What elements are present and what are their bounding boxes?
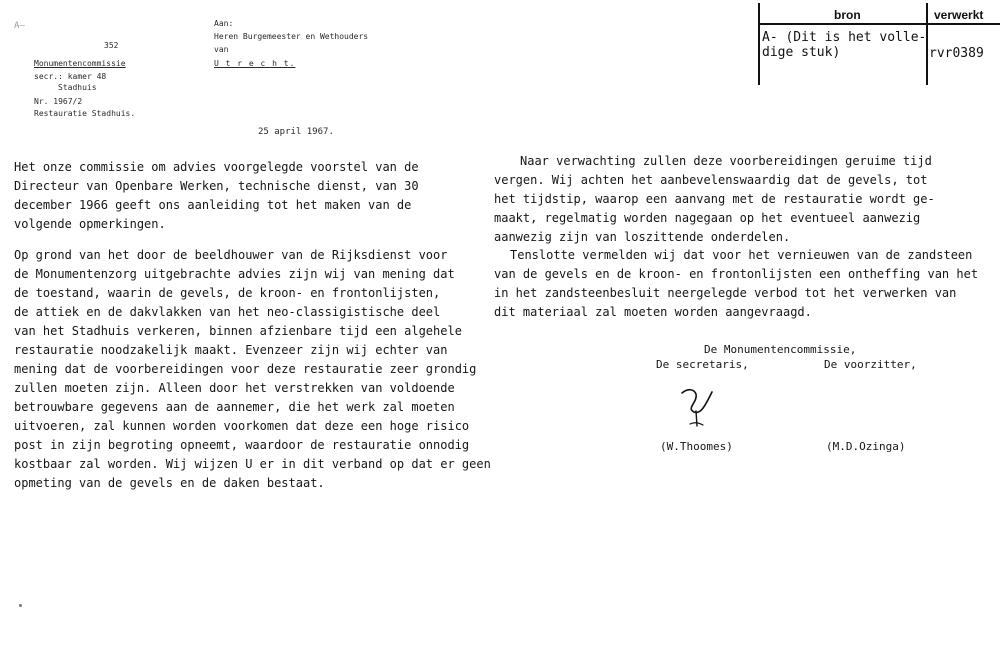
subject-line: Restauratie Stadhuis. (34, 109, 136, 118)
sender-building: Stadhuis (58, 83, 97, 92)
body-line: vergen. Wij achten het aanbevelenswaardig dat de gevels, tot (494, 173, 928, 187)
body-line: betrouwbare gegevens aan de aannemer, die het werk zal moeten (14, 400, 455, 414)
corner-mark: A— (14, 21, 25, 31)
body-line: mening dat de voorbereidingen voor deze restauratie zeer grondig (14, 362, 477, 376)
speck-mark (19, 604, 22, 607)
body-line: Directeur van Openbare Werken, technische dienst, van 30 (14, 179, 419, 193)
body-line: het tijdstip, waarop een aanvang met de restauratie wordt ge- (494, 192, 935, 206)
letter-number: 352 (104, 41, 119, 50)
body-line: kostbaar zal worden. Wij wijzen U er in dit verband op dat er geen (14, 457, 491, 471)
body-line: van de gevels en de kroon- en frontonlijsten een ontheffing van het (494, 267, 979, 281)
bron-line-2: dige stuk) (762, 45, 841, 60)
body-line: opmeting van de gevels en de daken bestaat. (14, 476, 325, 490)
addressee-name: Heren Burgemeester en Wethouders (214, 32, 369, 41)
sender-name: Monumentencommissie (34, 59, 126, 68)
archive-stamp (758, 3, 1000, 85)
addressee-city: U t r e c h t. (214, 59, 296, 68)
bron-header: bron (834, 8, 861, 22)
sender-room: secr.: kamer 48 (34, 72, 107, 81)
reference-number: Nr. 1967/2 (34, 97, 83, 106)
verwerkt-header: verwerkt (934, 8, 984, 22)
body-line: december 1966 geeft ons aanleiding tot het maken van de (14, 198, 412, 212)
addressee-label: Aan: (214, 19, 234, 28)
letter-date: 25 april 1967. (258, 127, 334, 137)
handwritten-signature (676, 384, 720, 430)
chair-name: (M.D.Ozinga) (826, 440, 906, 453)
secretary-name: (W.Thoomes) (660, 440, 733, 453)
addressee-van: van (214, 45, 229, 54)
body-line: post in zijn begroting opneemt, waardoor de restauratie onnodig (14, 438, 470, 452)
body-line: Naar verwachting zullen deze voorbereidingen geruime tijd (520, 154, 932, 168)
body-line: van het Stadhuis verkeren, binnen afzienbare tijd een algehele (14, 324, 462, 338)
body-line: maakt, regelmatig worden nagegaan op het eventueel aanwezig (494, 211, 921, 225)
body-line: Tenslotte vermelden wij dat voor het vernieuwen van de zandsteen (510, 248, 973, 262)
body-line: aanwezig zijn van loszittende onderdelen. (494, 230, 791, 244)
body-line: de toestand, waarin de gevels, de kroon- en frontonlijsten, (14, 286, 441, 300)
body-line: de attiek en de dakvlakken van het neo-classigistische deel (14, 305, 441, 319)
body-line: restauratie noodzakelijk maakt. Evenzeer zijn wij echter van (14, 343, 448, 357)
body-line: uitvoeren, zal kunnen worden voorkomen dat deze een hoge risico (14, 419, 470, 433)
secretary-title: De secretaris, (656, 358, 749, 371)
verwerkt-value: rvr0389 (929, 46, 984, 61)
body-line: dit materiaal zal moeten worden aangevraagd. (494, 305, 812, 319)
body-line: Op grond van het door de beeldhouwer van de Rijksdienst voor (14, 248, 448, 262)
body-line: Het onze commissie om advies voorgelegde voorstel van de (14, 160, 419, 174)
body-line: in het zandsteenbesluit neergelegde verbod tot het verwerken van (494, 286, 957, 300)
signature-organisation: De Monumentencommissie, (704, 343, 857, 356)
body-line: de Monumentenzorg uitgebrachte advies zijn wij van mening dat (14, 267, 455, 281)
body-line: zullen moeten zijn. Alleen door het verstrekken van voldoende (14, 381, 455, 395)
bron-line-1: A- (Dit is het volle- (762, 30, 927, 45)
chair-title: De voorzitter, (824, 358, 917, 371)
body-line: volgende opmerkingen. (14, 217, 166, 231)
